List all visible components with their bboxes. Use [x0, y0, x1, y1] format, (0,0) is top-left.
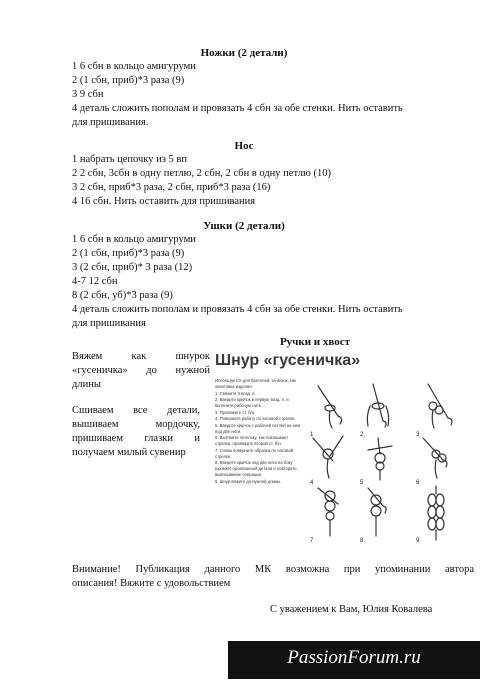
cord-step-illustration	[428, 384, 452, 428]
cord-step: 6. Вытяните петельку, как показывает стрелка, провяжите второй ст. б/н.	[215, 435, 289, 446]
cord-instructions	[215, 378, 305, 485]
cord-step: 7. Снова поверните образец по часовой стрелке.	[215, 447, 294, 459]
legs-line-3: 3 9 сбн	[72, 89, 104, 100]
ears-line-7: для пришивания	[72, 318, 146, 329]
cord-step-illustration	[368, 488, 386, 536]
nose-line-2: 2 2 сбн, 3сбн в одну петлю, 2 сбн, 2 сбн в одну петлю (10)	[72, 168, 331, 179]
cord-step: 2. Введите крючок в первую возд. п. и вытяните рабочую нить.	[215, 397, 289, 408]
legs-line-1: 1 6 сбн в кольцо амигуруми	[72, 61, 196, 72]
cord-figure-number: 5	[360, 480, 364, 486]
handles-title: Ручки и хвост	[279, 336, 351, 348]
ears-line-2: 2 (1 сбн, приб)*3 раза (9)	[72, 248, 185, 259]
cord-step: 4. Поверните работу по часовой стрелке.	[215, 416, 296, 421]
ears-line-3: 3 (2 сбн, приб)* 3 раза (12)	[72, 262, 193, 273]
knit-line-2: «гусеничка» до нужной	[72, 365, 210, 376]
cord-figure-number: 9	[416, 538, 420, 544]
legs-line-4: 4 деталь сложить пополам и провязать 4 сбн за обе стенки. Нить оставить	[72, 103, 403, 114]
cord-step-illustration	[368, 438, 392, 480]
cord-step: Используется для бретелей, за-вязок, как окантовка изделия.	[215, 378, 297, 389]
cord-step-illustration	[313, 436, 343, 478]
nose-title: Нос	[234, 140, 254, 152]
cord-step-illustration	[423, 438, 447, 478]
nose-line-4: 4 16 сбн. Нить оставить для пришивания	[72, 196, 256, 207]
cord-illustrations	[308, 376, 473, 544]
nose-line-1: 1 набрать цепочку из 5 вп	[72, 154, 187, 165]
cord-step: 9. Шнур вяжите до нужной длины.	[215, 478, 282, 484]
sew-line-2: вышиваем мордочку,	[72, 419, 200, 430]
notice-line-1: Внимание! Публикация данного МК возможна при упоминании автора	[72, 564, 474, 575]
signature: С уважением к Вам, Юлия Ковалева	[270, 604, 433, 615]
legs-line-5: для пришивания.	[72, 117, 149, 128]
sew-line-1: Сшиваем все детали,	[72, 405, 200, 416]
cord-figure-number: 2	[360, 432, 364, 438]
notice-line-2: описания! Вяжите с удовольствием	[72, 578, 231, 589]
cord-figure-number: 7	[310, 538, 314, 544]
knit-line-1: Вяжем как шнурок	[72, 351, 210, 362]
nose-line-3: 3 2 сбн, приб*3 раза, 2 сбн, приб*3 раза (16)	[72, 182, 271, 193]
cord-title: Шнур «гусеничка»	[215, 352, 361, 369]
sew-line-3: пришиваем глазки и	[72, 433, 200, 444]
legs-title: Ножки (2 детали)	[200, 47, 288, 59]
ears-title: Ушки (2 детали)	[203, 220, 285, 232]
cord-step: 3. Провяжите ст. б/н.	[215, 409, 256, 415]
ears-line-5: 8 (2 сбн, уб)*3 раза (9)	[72, 290, 173, 301]
ears-line-6: 4 деталь сложить пополам и провязать 4 сбн за обе стенки. Нить оставить	[72, 304, 403, 315]
watermark-banner[interactable]	[228, 641, 480, 679]
ears-line-4: 4-7 12 сбн	[72, 276, 118, 287]
sew-line-4: получаем милый сувенир	[72, 447, 186, 458]
cord-step-illustration	[367, 384, 388, 427]
cord-step: 5. Введите крючок с рабочей петлей на нем под две нити.	[215, 422, 301, 434]
cord-figure-number: 3	[416, 432, 420, 438]
cord-step-illustration	[318, 488, 338, 536]
cord-step-illustration	[428, 486, 444, 540]
cord-step-illustration	[318, 386, 342, 428]
cord-figure-number: 6	[416, 480, 420, 486]
ears-line-1: 1 6 сбн в кольцо амигуруми	[72, 234, 196, 245]
watermark-text[interactable]: PassionForum.ru	[287, 647, 421, 668]
knit-line-3: длины	[72, 379, 101, 390]
cord-step: 8. Введите крючок под две нити на боку (кромке) провязанной детали и повторите вывязывание операции.	[215, 460, 297, 477]
cord-figure-number: 4	[310, 480, 314, 486]
legs-line-2: 2 (1 сбн, приб)*3 раза (9)	[72, 75, 185, 86]
cord-figure-number: 8	[360, 538, 364, 544]
cord-figure-number: 1	[310, 432, 314, 438]
cord-step: 1. Свяжите 3 возд. п.	[215, 390, 256, 396]
cord-diagram	[213, 350, 475, 545]
